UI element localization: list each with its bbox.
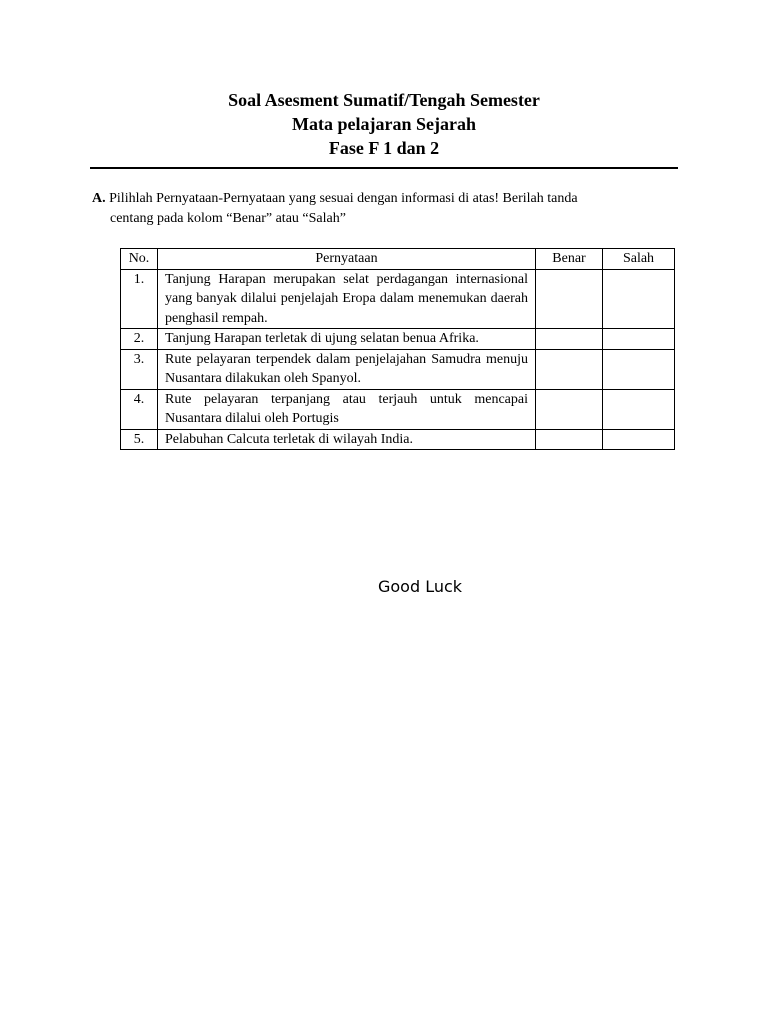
benar-cell[interactable] [536, 429, 603, 450]
benar-cell[interactable] [536, 389, 603, 429]
questions-table [120, 248, 675, 450]
table-header-row [121, 249, 675, 270]
row-number: 4. [121, 389, 158, 429]
document-title [0, 88, 768, 160]
table-row [121, 349, 675, 389]
row-number: 1. [121, 269, 158, 329]
salah-cell[interactable] [603, 349, 675, 389]
row-statement: Pelabuhan Calcuta terletak di wilayah India. [158, 429, 536, 450]
title-line-1: Soal Asesment Sumatif/Tengah Semester [228, 90, 540, 110]
title-line-2: Mata pelajaran Sejarah [292, 114, 476, 134]
benar-cell[interactable] [536, 349, 603, 389]
header-benar: Benar [536, 249, 603, 270]
benar-cell[interactable] [536, 269, 603, 329]
title-divider [90, 167, 678, 169]
table-row [121, 429, 675, 450]
instruction-text-line-2: centang pada kolom “Benar” atau “Salah” [110, 211, 346, 226]
table-row [121, 269, 675, 329]
instruction-letter: A. [92, 191, 106, 206]
instruction-block [92, 189, 672, 229]
instruction-text-line-1: Pilihlah Pernyataan-Pernyataan yang sesuai dengan informasi di atas! Berilah tanda [109, 191, 578, 206]
row-statement: Rute pelayaran terpanjang atau terjauh untuk mencapai Nusantara dilalui oleh Portugis [158, 389, 536, 429]
row-statement: Tanjung Harapan terletak di ujung selatan benua Afrika. [158, 329, 536, 350]
row-number: 2. [121, 329, 158, 350]
header-no: No. [121, 249, 158, 270]
salah-cell[interactable] [603, 269, 675, 329]
salah-cell[interactable] [603, 389, 675, 429]
benar-cell[interactable] [536, 329, 603, 350]
row-statement: Tanjung Harapan merupakan selat perdagangan internasional yang banyak dilalui penjelajah Eropa dalam menemukan daerah penghasil rempah. [158, 269, 536, 329]
table-row [121, 389, 675, 429]
header-statement: Pernyataan [158, 249, 536, 270]
header-salah: Salah [603, 249, 675, 270]
closing-text: Good Luck [377, 577, 463, 596]
row-statement: Rute pelayaran terpendek dalam penjelajahan Samudra menuju Nusantara dilakukan oleh Spanyol. [158, 349, 536, 389]
title-line-3: Fase F 1 dan 2 [328, 138, 440, 158]
row-number: 3. [121, 349, 158, 389]
table-row [121, 329, 675, 350]
salah-cell[interactable] [603, 329, 675, 350]
salah-cell[interactable] [603, 429, 675, 450]
row-number: 5. [121, 429, 158, 450]
